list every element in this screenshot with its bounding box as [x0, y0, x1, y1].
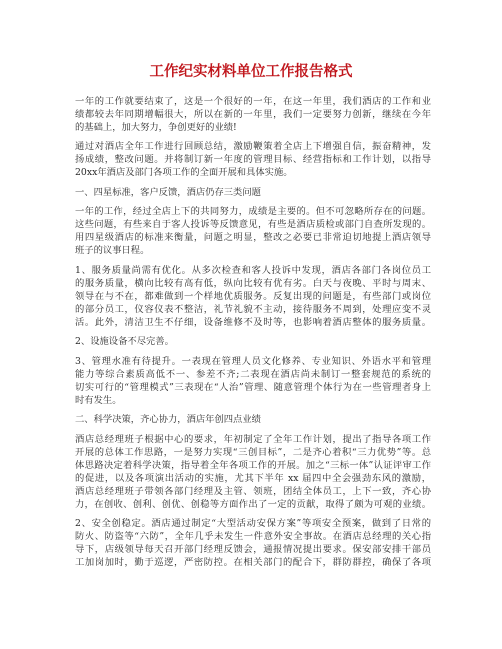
text-line: 20xx年酒店及部门各项工作的全面开展和具体实施。	[75, 167, 293, 178]
text-line: 绩都较去年同期增幅很大，所以在新的一年里，我们一定要努力创新，继续在今年	[75, 108, 431, 120]
text-line: 通过对酒店全年工作进行回顾总结，激励鞭策着全店上下增强自信，振奋精神，发	[75, 141, 431, 152]
text-line: 力，在创收、创利、创优、创稳等方面作出了一定的贡献，取得了颇为可观的业绩。	[75, 498, 431, 510]
paragraph-intro	[75, 95, 431, 134]
text-line: 工加岗加时，勤于巡逻，严密防控。在相关部门的配合下，群防群控，确保了各项	[75, 557, 431, 568]
heading-line: 二、科学决策，齐心协力，酒店年创四点业绩	[75, 414, 261, 425]
text-line: 用四星级酒店的标准来衡量，问题之明显，整改之必要已非常迫切地提上酒店领导	[75, 232, 431, 243]
text-line: 的部分员工，仪容仪表不整洁，礼节礼貌不主动，接待服务不周到，处理应变不灵	[75, 303, 431, 315]
text-line: 3、管理水准有待提升。一表现在管理人员文化修养、专业知识、外语水平和管理	[75, 355, 431, 367]
paragraph-review	[75, 140, 431, 179]
text-line: 活。此外，清洁卫生不仔细，设备维修不及时等，也影响着酒店整体的服务质量。	[75, 316, 431, 328]
text-line: 酒店总经理班子根据中心的要求，年初制定了全年工作计划，提出了指导各项工作	[75, 433, 431, 445]
text-line: 这些问题，有些来自于客人投诉等反馈意见，有些是酒店质检或部门自查所发现的。	[75, 219, 431, 230]
numbered-item-service-quality	[75, 264, 431, 329]
text-line: 的基础上，加大努力，争创更好的业绩!	[75, 121, 237, 133]
section-heading-1	[75, 186, 431, 199]
text-line: 1、服务质量尚需有优化。从多次检查和客人投诉中发现，酒店各部门各岗位员工	[75, 264, 431, 276]
text-line: 2、安全创稳定。酒店通过制定“大型活动安保方案”等项安全预案，做到了日常的	[75, 518, 431, 529]
text-line: 2、设施设备不尽完善。	[75, 336, 174, 347]
text-line: 一年的工作，经过全店上下的共同努力，成绩是主要的。但不可忽略所存在的问题。	[75, 206, 431, 217]
text-line: 时有发生。	[75, 394, 122, 406]
text-line: 的促进，以及各项演出活动的实施，尤其下半年 xx 届四中全会强劲东风的激励，	[75, 472, 431, 484]
numbered-item-management	[75, 355, 431, 407]
text-line: 一年的工作就要结束了，这是一个很好的一年，在这一年里，我们酒店的工作和业	[75, 95, 431, 107]
text-line: 防火、防盗等“六防”，全年几乎未发生一件意外安全事故。在酒店总经理的关心指	[75, 531, 431, 542]
text-line: 切实可行的“管理模式”三表现在“人治”管理、随意管理个体行为在一些管理者身上	[75, 381, 431, 393]
numbered-item-facilities	[75, 335, 431, 348]
document-title: 工作纪实材料单位工作报告格式	[149, 64, 353, 80]
paragraph-problems	[75, 205, 431, 257]
heading-line: 一、四星标准，客户反馈，酒店仍存三类问题	[75, 186, 261, 198]
text-line: 领导在与不在，都难做到一个样地优质服务。反复出现的问题是，有些部门或岗位	[75, 290, 431, 302]
text-line: 酒店总经理班子带领各部门经理及主管、领班，团结全体员工，上下一致，齐心协	[75, 485, 431, 497]
numbered-item-safety	[75, 517, 431, 569]
section-heading-2	[75, 413, 431, 426]
text-line: 体思路决定着科学决策，指导着全年各项工作的开展。加之“三标一体”认证评审工作	[75, 459, 431, 471]
document-body	[75, 95, 431, 576]
paragraph-decision	[75, 433, 431, 511]
text-line: 导下，店级领导每天召开部门经理反馈会，通报情况提出要求。保安部安排干部员	[75, 544, 431, 555]
text-line: 开展的总体工作思路，一是努力实现“三创目标”，二是齐心着积“三力优势”等。总	[75, 446, 431, 458]
text-line: 的服务质量，横向比较有高有低，纵向比较有优有劣。白天与夜晚、平时与周末、	[75, 277, 431, 289]
text-line: 能力等综合素质高低不一、参差不齐;二表现在酒店尚未制订一整套规范的系统的	[75, 368, 431, 380]
text-line: 班子的议事日程。	[75, 245, 150, 256]
text-line: 扬成绩，整改问题。并将制订新一年度的管理目标、经营指标和工作计划，以指导	[75, 154, 431, 165]
